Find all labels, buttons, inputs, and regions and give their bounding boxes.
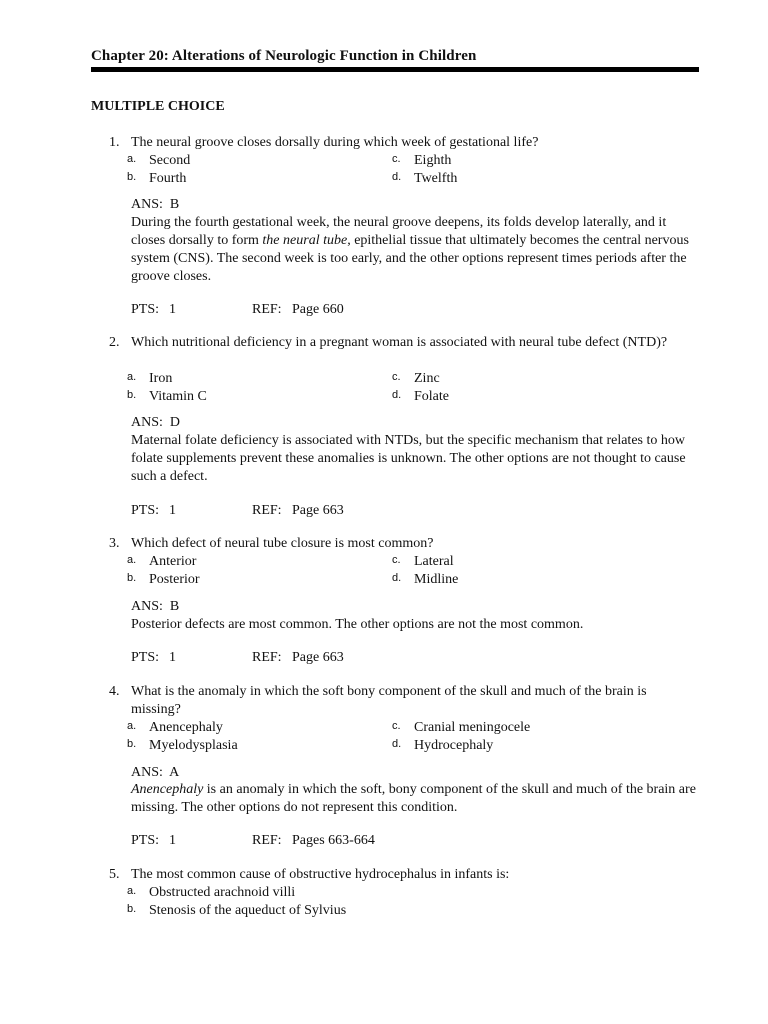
meta-line [0, 502, 768, 520]
ans-label: ANS: [131, 197, 163, 212]
ans-label: ANS: [131, 765, 163, 780]
question-number: 1. [109, 135, 120, 150]
option-text: Fourth [149, 171, 187, 186]
rationale [131, 616, 699, 634]
section-heading: MULTIPLE CHOICE [91, 99, 225, 114]
option-letter: d. [392, 171, 402, 183]
option-letter: a. [127, 371, 137, 383]
option-text: Zinc [414, 371, 440, 386]
option-letter: b. [127, 171, 137, 183]
option-letter: a. [127, 885, 137, 897]
meta-line [0, 832, 768, 850]
option-letter: c. [392, 554, 401, 566]
question-number: 3. [109, 536, 120, 551]
ref-label: REF: [252, 833, 282, 848]
question-number: 2. [109, 335, 120, 350]
rationale [131, 781, 699, 817]
meta-line [0, 649, 768, 667]
option-text: Midline [414, 572, 459, 587]
rationale-emphasis: the neural tube [262, 233, 348, 248]
pts-label: PTS: [131, 302, 160, 317]
option-letter: a. [127, 720, 137, 732]
question-text: The most common cause of obstructive hydrocephalus in infants is: [131, 867, 510, 882]
pts-value: 1 [169, 650, 176, 665]
option-letter: b. [127, 572, 137, 584]
option-letter: c. [392, 720, 401, 732]
pts-label: PTS: [131, 833, 160, 848]
rationale-emphasis: Anencephaly [131, 782, 204, 797]
pts-value: 1 [169, 833, 176, 848]
ans-label: ANS: [131, 415, 163, 430]
question-text: Which nutritional deficiency in a pregnant woman is associated with neural tube defect (NTD)? [131, 335, 668, 350]
option-text: Stenosis of the aqueduct of Sylvius [149, 903, 347, 918]
option-text: Obstructed arachnoid villi [149, 885, 296, 900]
rationale-text: is an anomaly in which the soft, bony component of the skull and much of the brain are missing. The other options do not represent this condition. [131, 782, 696, 815]
question-text: What is the anomaly in which the soft bony component of the skull and much of the brain is missing? [131, 684, 647, 717]
question-number: 4. [109, 684, 120, 699]
ans-label: ANS: [131, 599, 163, 614]
ans-value: D [169, 415, 181, 430]
option-text: Vitamin C [149, 389, 207, 404]
option-text: Cranial meningocele [414, 720, 531, 735]
ref-value: Page 663 [292, 503, 344, 518]
option-text: Posterior [149, 572, 200, 587]
ref-label: REF: [252, 503, 282, 518]
rationale-text: , epithelial tissue that ultimately becomes the central nervous system (CNS). The second week is too early, and the other options represent times periods after the groove closes. [131, 233, 689, 284]
rationale [131, 214, 699, 286]
answer-line [131, 598, 179, 616]
ref-value: Page 660 [292, 302, 344, 317]
question-text: The neural groove closes dorsally during which week of gestational life? [131, 135, 539, 150]
question-number: 5. [109, 867, 120, 882]
meta-line [0, 301, 768, 319]
option-text: Twelfth [414, 171, 458, 186]
option-text: Folate [414, 389, 449, 404]
option-letter: b. [127, 903, 137, 915]
option-letter: d. [392, 572, 402, 584]
rationale-text: During the fourth gestational week, the neural groove deepens, its folds develop laterally, and it closes dorsally to form [131, 215, 667, 248]
option-text: Anterior [149, 554, 197, 569]
pts-value: 1 [169, 503, 176, 518]
option-letter: b. [127, 738, 137, 750]
answer-line [131, 196, 179, 214]
option-letter: c. [392, 371, 401, 383]
option-letter: a. [127, 153, 137, 165]
option-text: Myelodysplasia [149, 738, 238, 753]
pts-value: 1 [169, 302, 176, 317]
option-letter: b. [127, 389, 137, 401]
option-text: Eighth [414, 153, 452, 168]
option-text: Anencephaly [149, 720, 223, 735]
pts-label: PTS: [131, 650, 160, 665]
ref-value: Pages 663-664 [292, 833, 375, 848]
rationale [131, 432, 699, 486]
ref-label: REF: [252, 650, 282, 665]
option-text: Second [149, 153, 191, 168]
answer-line [131, 764, 179, 782]
answer-line [131, 414, 180, 432]
option-text: Hydrocephaly [414, 738, 494, 753]
option-text: Lateral [414, 554, 454, 569]
option-letter: c. [392, 153, 401, 165]
option-letter: d. [392, 738, 402, 750]
ans-value: B [169, 599, 180, 614]
ans-value: A [169, 765, 180, 780]
pts-label: PTS: [131, 503, 160, 518]
rationale-text: Maternal folate deficiency is associated with NTDs, but the specific mechanism that relates to how folate supplements prevent these anomalies is unknown. The other options are not thought to cause such a defect. [131, 433, 686, 484]
ref-label: REF: [252, 302, 282, 317]
ans-value: B [169, 197, 180, 212]
option-text: Iron [149, 371, 173, 386]
rationale-text: Posterior defects are most common. The other options are not the most common. [131, 617, 584, 632]
question-text: Which defect of neural tube closure is most common? [131, 536, 434, 551]
option-letter: d. [392, 389, 402, 401]
title-rule [91, 67, 699, 72]
option-letter: a. [127, 554, 137, 566]
chapter-title: Chapter 20: Alterations of Neurologic Function in Children [91, 48, 477, 64]
ref-value: Page 663 [292, 650, 344, 665]
